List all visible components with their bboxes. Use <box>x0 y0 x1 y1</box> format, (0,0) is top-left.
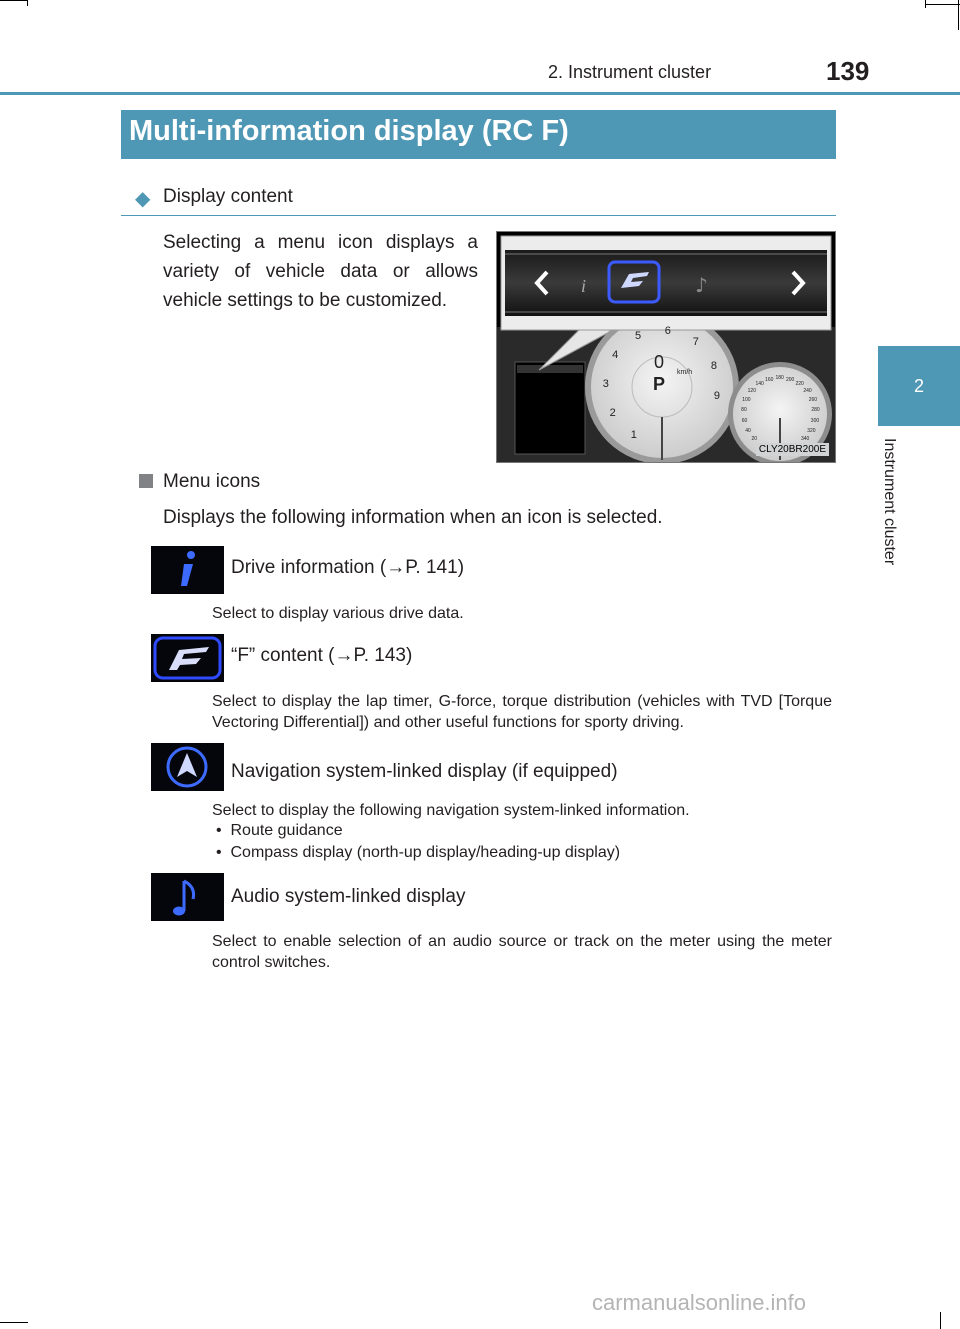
crop-mark <box>926 4 960 5</box>
display-content-text: Selecting a menu icon displays a variety of vehicle data or allows vehicle settings to be customized. <box>163 232 478 311</box>
menu-icons-description: Displays the following information when an icon is selected. <box>163 507 663 528</box>
crop-mark <box>0 1322 28 1323</box>
footer-watermark: carmanualsonline.info <box>592 1290 807 1315</box>
figure-code: CLY20BR200E <box>756 443 829 456</box>
music-note-icon <box>151 873 224 921</box>
menu-item-description: Select to display the following navigation system-linked information. <box>212 802 690 819</box>
crop-mark <box>940 1312 941 1329</box>
speedo-number: 340 <box>800 436 810 443</box>
menu-item-description: Select to display various drive data. <box>212 605 464 622</box>
menu-item-title: “F” content (→P. 143) <box>231 645 413 666</box>
crop-mark <box>27 0 28 6</box>
tach-number: 9 <box>713 390 720 403</box>
speedo-number: 180 <box>775 375 784 381</box>
tach-number: 4 <box>612 349 619 362</box>
speedo-number: 220 <box>795 381 804 388</box>
square-bullet-icon <box>139 474 153 488</box>
speedo-number: 80 <box>741 407 747 414</box>
bullet-text: Route guidance <box>230 822 343 839</box>
menu-icons-heading: Menu icons <box>163 471 261 492</box>
speedo-number: 160 <box>765 376 774 383</box>
subheading-rule <box>121 215 836 216</box>
speed-unit: km/h <box>677 369 693 376</box>
tach-number: 1 <box>630 428 637 441</box>
bullet-item: • Compass display (north-up display/heading-up display) <box>216 844 621 861</box>
speedo-number: 100 <box>742 397 751 404</box>
speedo-number: 120 <box>747 388 756 395</box>
chapter-side-label <box>880 438 910 598</box>
section-title <box>121 110 836 159</box>
instrument-cluster-illustration <box>497 232 835 462</box>
f-emblem-icon <box>151 634 224 682</box>
chapter-tab-number: 2 <box>913 375 924 396</box>
tach-number: 7 <box>692 335 699 348</box>
speed-readout: 0 <box>654 352 665 372</box>
speedo-number: 320 <box>807 427 816 434</box>
tach-number: 5 <box>635 329 642 342</box>
page-number: 139 <box>826 56 870 86</box>
tach-number: 6 <box>664 324 671 337</box>
svg-text:♪: ♪ <box>695 273 708 297</box>
tach-number: 3 <box>602 377 609 390</box>
speedo-number: 60 <box>741 418 748 425</box>
speedo-number: 40 <box>745 427 751 434</box>
chapter-tab <box>878 346 960 426</box>
speedo-number: 300 <box>810 418 820 425</box>
bullet-item: • Route guidance <box>216 822 343 839</box>
speedo-number: 280 <box>811 407 820 414</box>
info-icon <box>151 546 224 594</box>
speedo-number: 140 <box>755 381 764 388</box>
svg-text:i: i <box>581 276 587 296</box>
tach-number: 2 <box>609 407 616 420</box>
gear-indicator: P <box>653 374 666 394</box>
instrument-cluster-figure <box>496 231 836 463</box>
menu-item-title: Drive information (→P. 141) <box>231 557 465 578</box>
diamond-bullet-icon: ◆ <box>135 188 151 210</box>
section-title-text: Multi-information display (RC F) <box>129 115 569 147</box>
speedo-number: 200 <box>785 376 795 383</box>
speedo-number: 260 <box>808 397 818 404</box>
crop-mark <box>0 0 28 1</box>
speedo-number: 20 <box>751 436 758 443</box>
display-content-heading: Display content <box>163 186 293 207</box>
menu-item-title: Navigation system-linked display (if equipped) <box>231 761 618 782</box>
crop-mark <box>958 0 959 30</box>
tach-number: 8 <box>710 360 718 373</box>
menu-item-description: Select to enable selection of an audio source or track on the meter using the meter control switches. <box>212 933 832 971</box>
navigation-icon <box>151 743 224 791</box>
menu-item-title: Audio system-linked display <box>231 886 466 907</box>
chapter-title: 2. Instrument cluster <box>548 62 712 82</box>
menu-item-description: Select to display the lap timer, G-force, torque distribution (vehicles with TVD [Torque Vectoring Differential]) and other useful functions for sporty driving. <box>212 693 832 731</box>
speedo-number: 240 <box>803 388 812 395</box>
header-rule <box>0 92 960 95</box>
bullet-text: Compass display (north-up display/heading-up display) <box>230 844 621 861</box>
chapter-side-label-text: Instrument cluster <box>881 438 898 566</box>
